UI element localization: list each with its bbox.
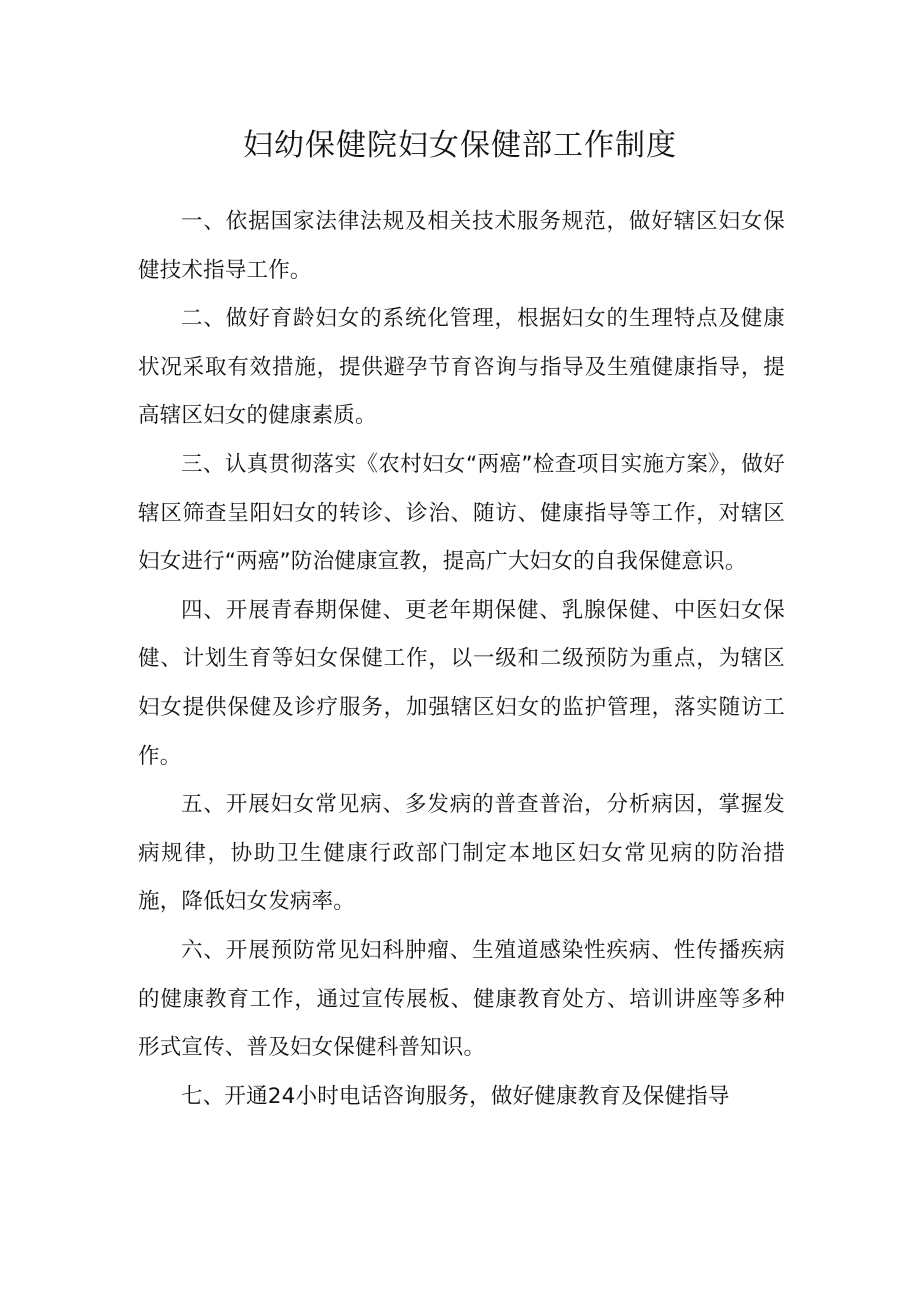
paragraph-4: 四、开展青春期保健、更老年期保健、乳腺保健、中医妇女保健、计划生育等妇女保健工作，以一级和二级预防为重点，为辖区妇女提供保健及诊疗服务，加强辖区妇女的监护管理，落实随访工作。 — [138, 597, 785, 769]
paragraph-3: 三、认真贯彻落实《农村妇女“两癌”检查项目实施方案》，做好辖区筛查呈阳妇女的转诊、诊治、随访、健康指导等工作，对辖区妇女进行“两癌”防治健康宣教，提高广大妇女的自我保健意识。 — [138, 451, 785, 575]
paragraph-1: 一、依据国家法律法规及相关技术服务规范，做好辖区妇女保健技术指导工作。 — [138, 209, 785, 283]
paragraph-2: 二、做好育龄妇女的系统化管理，根据妇女的生理特点及健康状况采取有效措施，提供避孕节育咨询与指导及生殖健康指导，提高辖区妇女的健康素质。 — [138, 306, 785, 429]
paragraph-5: 五、开展妇女常见病、多发病的普查普治，分析病因，掌握发病规律，协助卫生健康行政部门制定本地区妇女常见病的防治措施，降低妇女发病率。 — [138, 792, 785, 915]
document-body — [138, 198, 785, 1121]
paragraph-7: 七、开通24小时电话咨询服务，做好健康教育及保健指导 — [181, 1083, 730, 1109]
document-title: 妇幼保健院妇女保健部工作制度 — [243, 128, 677, 163]
paragraph-6: 六、开展预防常见妇科肿瘤、生殖道感染性疾病、性传播疾病的健康教育工作，通过宣传展板、健康教育处方、培训讲座等多种形式宣传、普及妇女保健科普知识。 — [138, 937, 785, 1061]
